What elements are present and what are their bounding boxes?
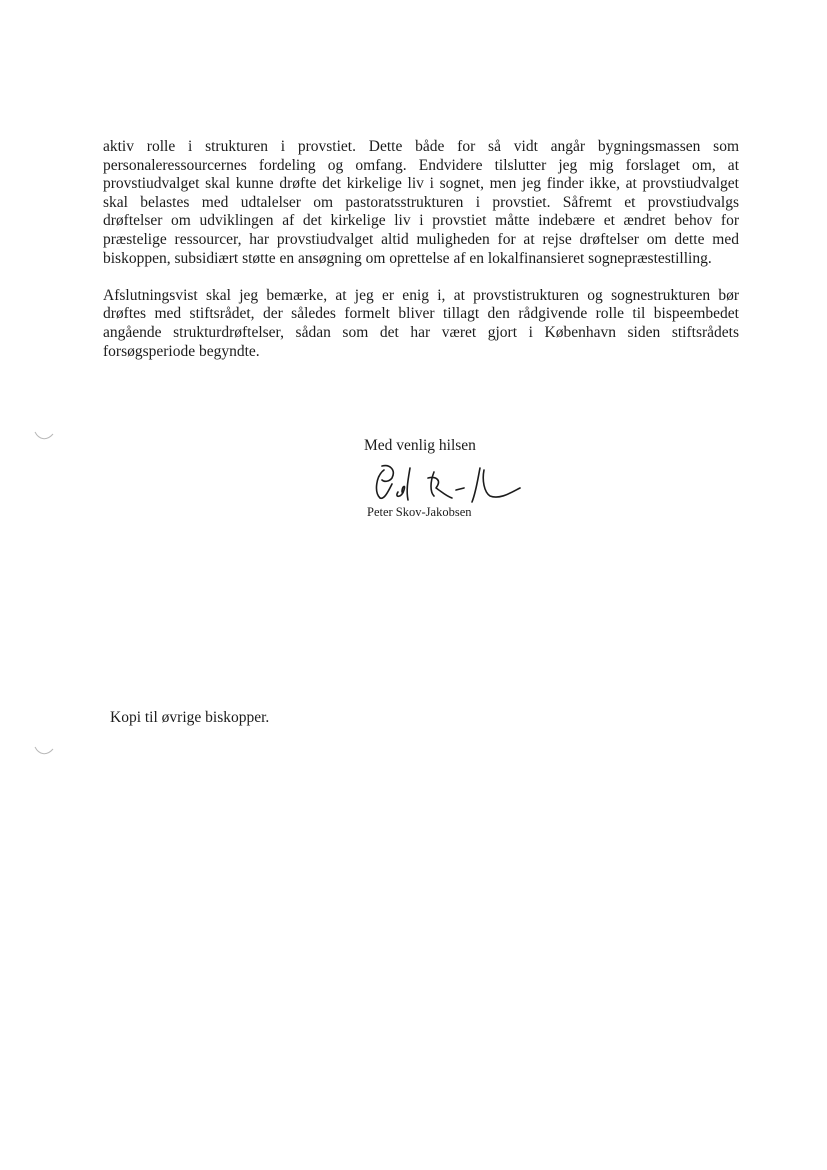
text-line: drøftelser om udviklingen af det kirkelige liv i provstiet måtte indebære et ændret behov for xyxy=(103,212,739,230)
scan-mark-decoration xyxy=(33,428,55,442)
text-line: aktiv rolle i strukturen i provstiet. Dette både for så vidt angår bygningsmassen som xyxy=(103,138,739,155)
text-line: personaleressourcernes fordeling og omfang. Endvidere tilslutter jeg mig forslaget om, at xyxy=(103,156,739,174)
copy-note: Kopi til øvrige biskopper. xyxy=(110,709,270,726)
signer-name: Peter Skov-Jakobsen xyxy=(367,505,472,519)
text-line: Afslutningsvist skal jeg bemærke, at jeg er enig i, at provstistrukturen og sognestrukturen bør xyxy=(103,286,739,304)
text-line: forsøgsperiode begyndte. xyxy=(103,342,260,360)
paragraph-1 xyxy=(103,138,739,268)
text-line: biskoppen, subsidiært støtte en ansøgning om oprettelse af en lokalfinansieret sognepræstestilling. xyxy=(103,249,712,267)
closing-salutation: Med venlig hilsen xyxy=(364,437,476,454)
text-line: provstiudvalget skal kunne drøfte det kirkelige liv i sognet, men jeg finder ikke, at provstiudvalget xyxy=(103,175,739,193)
handwritten-signature xyxy=(372,462,528,504)
text-line: skal belastes med udtalelser om pastoratsstrukturen i provstiet. Såfremt et provstiudvalgs xyxy=(103,193,739,211)
text-line: angående strukturdrøftelser, sådan som det har været gjort i København siden stiftsrådets xyxy=(103,323,739,341)
scan-mark-decoration xyxy=(33,743,55,757)
paragraph-spacer xyxy=(103,268,739,287)
text-line: præstelige ressourcer, har provstiudvalget altid muligheden for at rejse drøftelser om dette med xyxy=(103,230,739,248)
letter-body xyxy=(103,138,739,361)
text-line: drøftes med stiftsrådet, der således formelt bliver tillagt den rådgivende rolle til bispeembedet xyxy=(103,305,739,323)
paragraph-2 xyxy=(103,287,739,361)
